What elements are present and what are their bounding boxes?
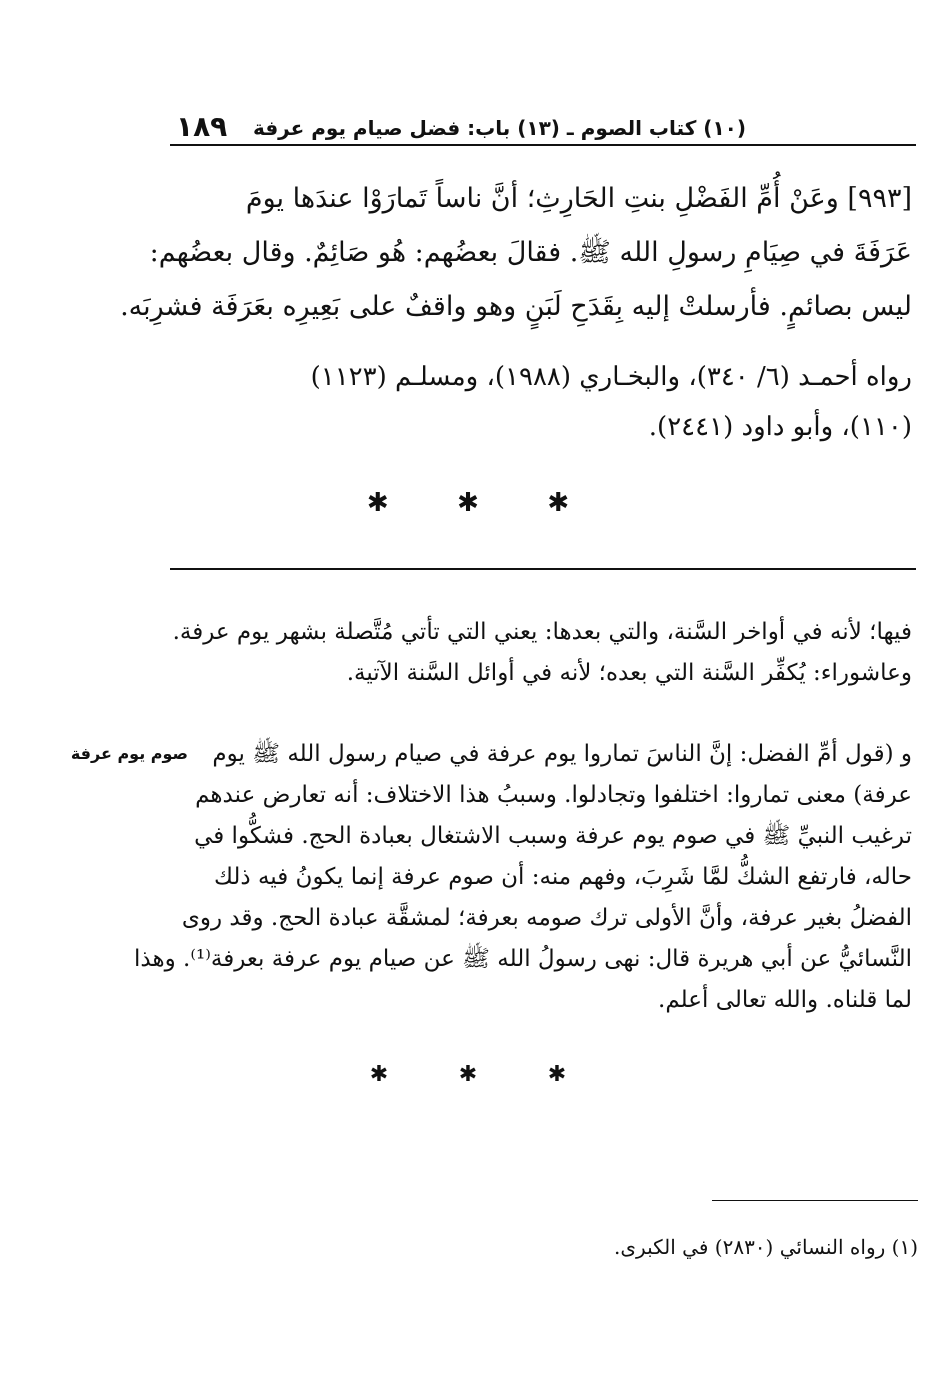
commentary-divider <box>170 568 916 570</box>
header-rule <box>170 144 916 146</box>
hadith-line: عَرَفَةَ في صِيَامِ رسولِ الله ﷺ. فقالَ بعضُهم: هُو صَائِمٌ. وقال بعضُهم: <box>149 237 912 268</box>
commentary-line: ترغيب النبيِّ ﷺ في صوم يوم عرفة وسبب الاشتغال بعبادة الحج. فشكُّوا في <box>194 823 912 849</box>
commentary-line: عرفة) معنى تماروا: اختلفوا وتجادلوا. وسببُ هذا الاختلاف: أنه تعارض عندهم <box>195 782 912 808</box>
footnote-text: (١) رواه النسائي (٢٨٣٠) في الكبرى. <box>614 1235 918 1259</box>
star-ornament: ✱ <box>457 488 479 518</box>
commentary-line: لما قلناه. والله تعالى أعلم. <box>658 987 912 1013</box>
hadith-text <box>120 172 912 334</box>
margin-note: صوم يوم عرفة <box>70 744 188 763</box>
section-ornament <box>0 488 936 518</box>
source-line: (١١٠)، وأبو داود (٢٤٤١). <box>648 412 912 442</box>
footnote-rule <box>712 1200 918 1201</box>
star-ornament: ✱ <box>547 488 570 518</box>
running-title: (١٠) كتاب الصوم ـ (١٣) باب: فضل صيام يوم عرفة <box>252 116 746 140</box>
commentary-line: فيها؛ لأنه في أواخر السَّنة، والتي بعدها: يعني التي تأتي مُتَّصلة بشهر يوم عرفة. <box>172 619 912 645</box>
commentary-line: الفضلُ بغير عرفة، وأنَّ الأولى ترك صومه بعرفة؛ لمشقَّة عبادة الحج. وقد روى <box>181 905 912 931</box>
page-number: ١٨٩ <box>176 110 228 143</box>
source-line: رواه أحمـد (٦/ ٣٤٠)، والبخـاري (١٩٨٨)، ومسلـم (١١٢٣) <box>310 362 912 392</box>
commentary-main <box>134 734 912 1021</box>
commentary-line: وعاشوراء: يُكفِّر السَّنة التي بعده؛ لأنه في أوائل السَّنة الآتية. <box>346 660 912 686</box>
commentary-line: حاله، فارتفع الشكُّ لمَّا شَرِبَ، وفهم منه: أن صوم عرفة إنما يكونُ فيه ذلك <box>214 864 912 890</box>
footnote <box>170 1232 918 1262</box>
star-ornament: ✱ <box>458 1062 478 1087</box>
star-ornament: ✱ <box>369 1062 389 1087</box>
hadith-line: ليس بصائمٍ. فأرسلتْ إليه بِقَدَحِ لَبَنٍ وهو واقفٌ على بَعِيرِه بعَرَفَة فشرِبَه. <box>120 291 912 322</box>
page-header <box>170 110 916 144</box>
star-ornament: ✱ <box>366 488 389 518</box>
star-ornament: ✱ <box>547 1062 567 1087</box>
commentary-line: النَّسائيُّ عن أبي هريرة قال: نهى رسولُ الله ﷺ عن صيام يوم عرفة بعرفة⁽¹⁾. وهذا <box>134 946 912 972</box>
commentary-line: و (قول أمِّ الفضل: إنَّ الناسَ تماروا يوم عرفة في صيام رسول الله ﷺ يوم <box>212 741 912 767</box>
hadith-line: [٩٩٣] وعَنْ أُمِّ الفَضْلِ بنتِ الحَارِثِ؛ أنَّ ناساً تَمارَوْا عندَها يومَ <box>245 183 912 214</box>
commentary-top <box>170 612 912 694</box>
section-ornament-end <box>0 1062 936 1087</box>
hadith-sources <box>170 352 912 452</box>
